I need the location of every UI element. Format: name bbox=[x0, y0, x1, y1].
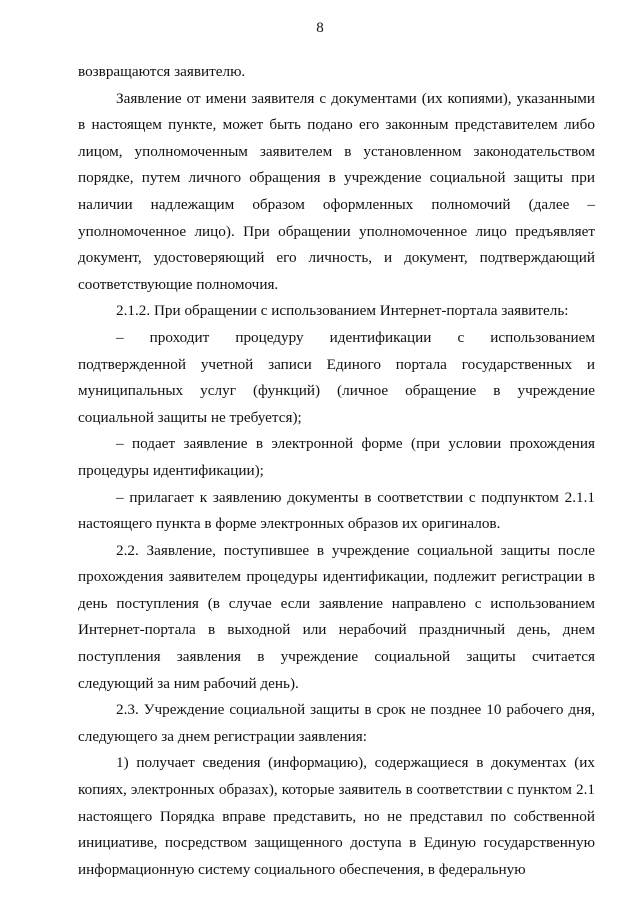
paragraph-electronic-form: – подает заявление в электронной форме (при условии прохождения процедуры идентификации); bbox=[78, 435, 595, 479]
paragraph-representative: Заявление от имени заявителя с документами (их копиями), указанными в настоящем пункте, может быть подано его законным представителем либо лицом, уполномоченным заявителем в установленном законодательством порядке, путем личного обращения в учреждение социальной защиты при наличии надлежащим образом оформленных полномочий (далее – уполномоченное лицо). При обращении уполномоченное лицо предъявляет документ, удостоверяющий его личность, и документ, подтверждающий соответствующие полномочия. bbox=[78, 89, 595, 293]
paragraph-2-3: 2.3. Учреждение социальной защиты в срок не позднее 10 рабочего дня, следующего за днем регистрации заявления: bbox=[78, 701, 595, 745]
paragraph-attachments: – прилагает к заявлению документы в соответствии с подпунктом 2.1.1 настоящего пункта в форме электронных образов их оригиналов. bbox=[78, 488, 595, 533]
paragraph-2-1-2: 2.1.2. При обращении с использованием Интернет-портала заявитель: bbox=[116, 302, 569, 320]
paragraph-returned: возвращаются заявителю. bbox=[78, 63, 246, 80]
document-body bbox=[78, 59, 595, 883]
paragraph-2-3-item-1: 1) получает сведения (информацию), содержащиеся в документах (их копиях, электронных образах), которые заявитель в соответствии с пунктом 2.1 настоящего Порядка вправе представить, но не представил по собственной инициативе, посредством защищенного доступа в Единую государственную информационную систему социального обеспечения, в федеральную bbox=[78, 754, 595, 878]
page-number: 8 bbox=[316, 20, 324, 36]
paragraph-identification: – проходит процедуру идентификации с использованием подтвержденной учетной записи Единого портала государственных и муниципальных услуг (функций) (личное обращение в учреждение социальной защиты не требуется); bbox=[78, 328, 595, 426]
paragraph-2-2: 2.2. Заявление, поступившее в учреждение социальной защиты после прохождения заявителем процедуры идентификации, подлежит регистрации в день поступления (в случае если заявление направлено с использованием Интернет-портала в выходной или нерабочий праздничный день, днем поступления заявления в учреждение социальной защиты считается следующий за ним рабочий день). bbox=[78, 541, 595, 692]
